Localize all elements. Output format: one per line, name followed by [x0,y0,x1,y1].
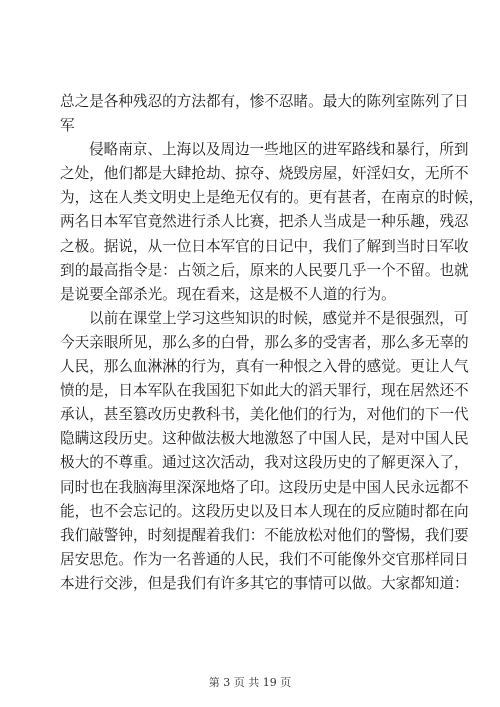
text-line: 之极。据说，从一位日本军官的日记中，我们了解到当时日军收 [60,237,469,255]
text-line: 隐瞒这段历史。这种做法极大地激怒了中国人民，是对中国人民 [60,430,469,448]
text-line: 军 [60,117,75,135]
text-line: 本进行交涉，但是我们有许多其它的事情可以做。大家都知道： [60,574,469,592]
text-line: 是说要全部杀光。现在看来，这是极不人道的行为。 [60,285,396,303]
text-line: 居安思危。作为一名普通的人民，我们不可能像外交官那样同日 [60,550,469,568]
text-line: 极大的不尊重。通过这次活动，我对这段历史的了解更深入了， [60,454,469,472]
text-line: 承认，甚至篡改历史教科书，美化他们的行为，对他们的下一代 [60,406,469,424]
text-line: 为，这在人类文明史上是绝无仅有的。更有甚者，在南京的时候， [60,189,484,207]
text-line: 我们敲警钟，时刻提醒着我们：不能放松对他们的警惕，我们要 [60,526,469,544]
text-line: 人民，那么血淋淋的行为，真有一种恨之入骨的感觉。更让人气 [60,358,469,376]
text-line: 能，也不会忘记的。这段历史以及日本人现在的反应随时都在向 [60,502,469,520]
text-line: 到的最高指令是：占领之后，原来的人民要几乎一个不留。也就 [60,261,469,279]
text-line: 同时也在我脑海里深深地烙了印。这段历史是中国人民永远都不 [60,478,469,496]
text-line: 侵略南京、上海以及周边一些地区的进军路线和暴行，所到 [89,141,469,159]
text-line: 两名日本军官竟然进行杀人比赛，把杀人当成是一种乐趣，残忍 [60,213,469,231]
text-line: 以前在课堂上学习这些知识的时候，感觉并不是很强烈，可 [89,309,469,327]
page-number-label: 第 3 页 共 19 页 [208,676,292,689]
page-footer [0,674,500,690]
text-line: 总之是各种残忍的方法都有，惨不忍睹。最大的陈列室陈列了日 [60,93,469,110]
document-body [60,90,484,596]
text-line: 愤的是，日本军队在我国犯下如此大的滔天罪行，现在居然还不 [60,382,469,400]
text-line: 今天亲眼所见，那么多的白骨，那么多的受害者，那么多无辜的 [60,333,469,351]
text-line: 之处，他们都是大肆抢劫、掠夺、烧毁房屋，奸淫妇女，无所不 [60,165,469,183]
